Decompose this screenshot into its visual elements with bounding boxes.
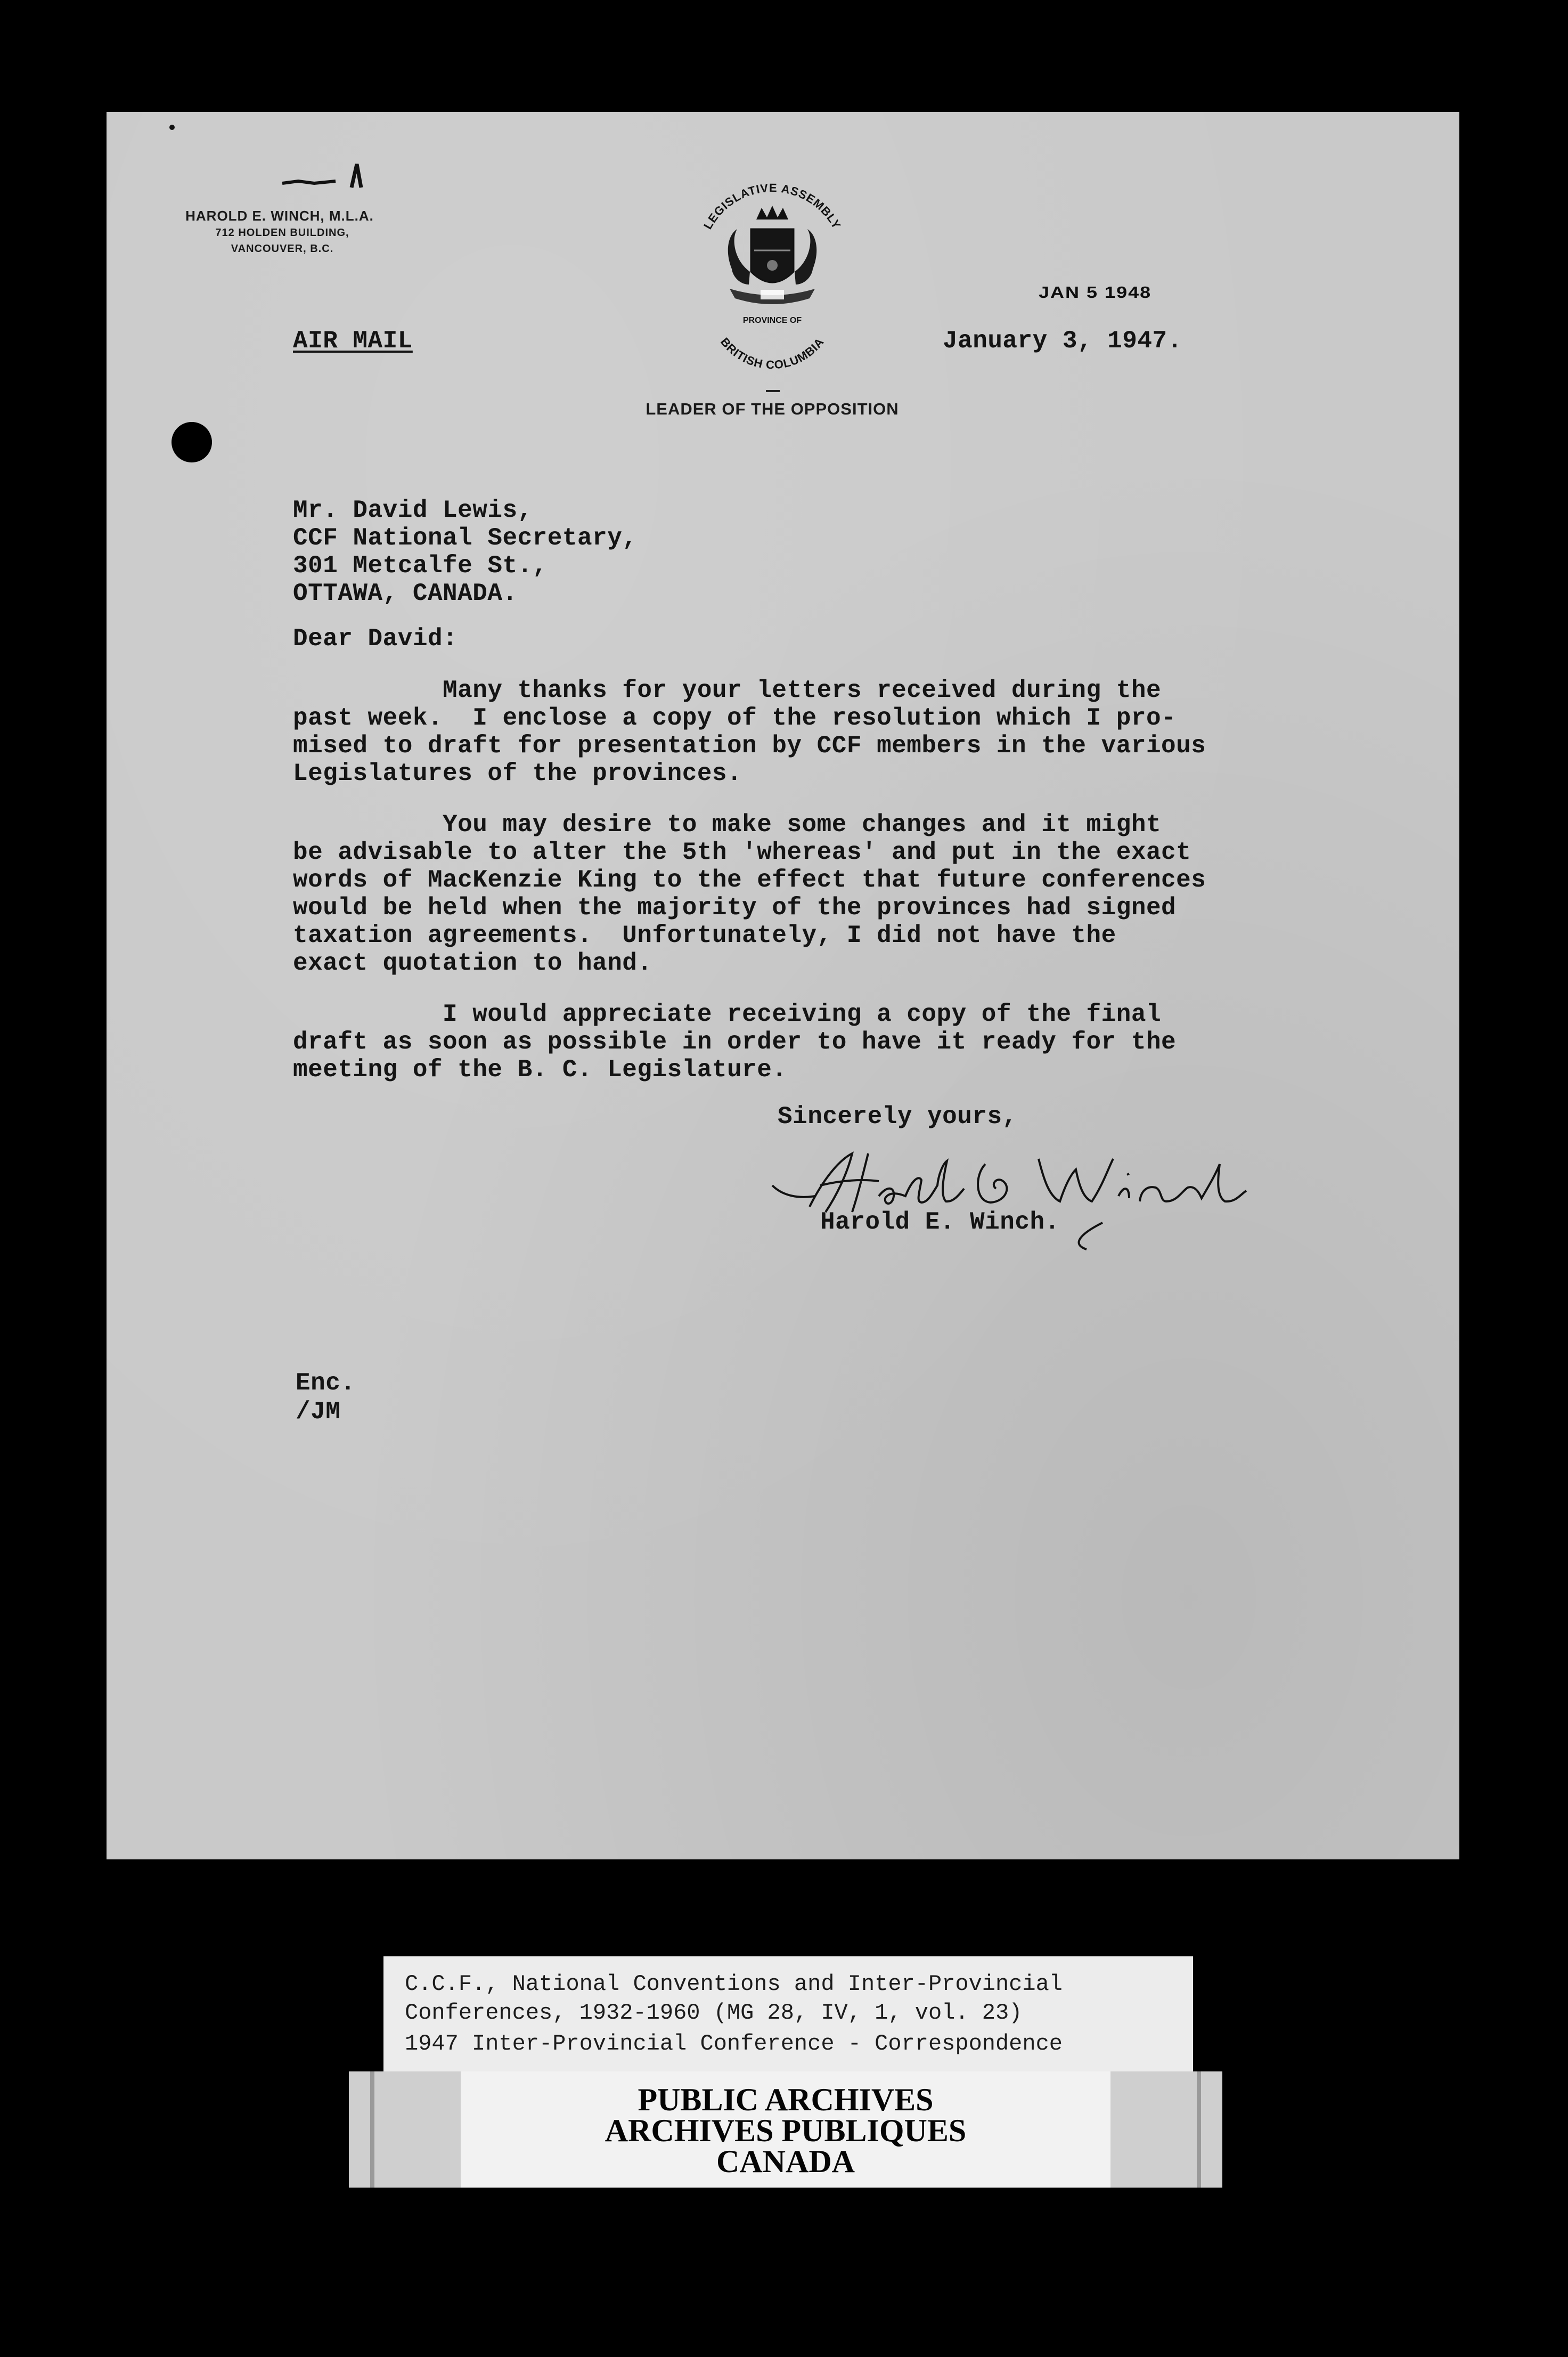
body-line: You may desire to make some changes and it might (293, 811, 1162, 839)
archive-label-line: 1947 Inter-Provincial Conference - Correspondence (405, 2031, 1063, 2057)
body-line: words of MacKenzie King to the effect that future conferences (293, 866, 1206, 894)
letterhead-address: 712 HOLDEN BUILDING, (215, 227, 349, 239)
letter-page (107, 112, 1459, 1859)
public-archives-tag-center (461, 2071, 1110, 2188)
body-line: mised to draft for presentation by CCF members in the various (293, 732, 1206, 760)
crest-top-text: LEGISLATIVE ASSEMBLY (701, 181, 844, 232)
tag-stripe (1197, 2071, 1201, 2188)
archive-tag-line: ARCHIVES PUBLIQUES (605, 2113, 967, 2148)
recipient-line: 301 Metcalfe St., (293, 552, 548, 580)
crest-bottom-text: BRITISH COLUMBIA (718, 335, 827, 372)
body-line: would be held when the majority of the provinces had signed (293, 894, 1177, 922)
body-line: exact quotation to hand. (293, 949, 652, 977)
archive-label-line: Conferences, 1932-1960 (MG 28, IV, 1, vol. 23) (405, 2000, 1023, 2026)
paper-speck (169, 125, 175, 130)
salutation: Dear David: (293, 625, 458, 653)
letterhead-city: VANCOUVER, B.C. (231, 243, 334, 255)
delivery-method: AIR MAIL (293, 327, 413, 355)
archive-reference-label (383, 1956, 1193, 2084)
letterhead-office: LEADER OF THE OPPOSITION (646, 400, 899, 418)
punch-hole (172, 422, 212, 462)
body-line: draft as soon as possible in order to have it ready for the (293, 1028, 1177, 1056)
archive-label-line: C.C.F., National Conventions and Inter-Provincial (405, 1971, 1063, 1997)
recipient-line: OTTAWA, CANADA. (293, 580, 518, 607)
recipient-line: CCF National Secretary, (293, 524, 638, 552)
body-line: meeting of the B. C. Legislature. (293, 1056, 787, 1084)
svg-text:BRITISH COLUMBIA (718, 335, 827, 371)
letterhead-rule (766, 390, 780, 392)
letter-date: January 3, 1947. (943, 327, 1182, 355)
body-line: Legislatures of the provinces. (293, 760, 742, 787)
recipient-line: Mr. David Lewis, (293, 497, 533, 524)
tag-stripe (370, 2071, 374, 2188)
archive-tag-line: PUBLIC ARCHIVES (638, 2082, 934, 2117)
bc-legislative-crest (682, 170, 863, 394)
archive-tag-line: CANADA (716, 2144, 855, 2179)
letterhead-name: HAROLD E. WINCH, M.L.A. (185, 208, 374, 224)
enclosure-note: Enc. (296, 1369, 356, 1397)
crest-province-text: PROVINCE OF (742, 316, 802, 325)
received-date-stamp: JAN 5 1948 (1039, 283, 1152, 302)
signature-name: Harold E. Winch. (820, 1208, 1060, 1236)
typist-initials: /JM (296, 1398, 341, 1426)
body-line: past week. I enclose a copy of the resolution which I pro- (293, 704, 1177, 732)
letterhead-ink-mark (277, 160, 373, 192)
closing: Sincerely yours, (778, 1103, 1017, 1131)
body-line: be advisable to alter the 5th 'whereas' and put in the exact (293, 839, 1191, 866)
body-line: I would appreciate receiving a copy of the final (293, 1001, 1162, 1028)
body-line: taxation agreements. Unfortunately, I did not have the (293, 922, 1116, 949)
public-archives-tag (349, 2071, 1222, 2188)
body-line: Many thanks for your letters received during the (293, 677, 1162, 704)
